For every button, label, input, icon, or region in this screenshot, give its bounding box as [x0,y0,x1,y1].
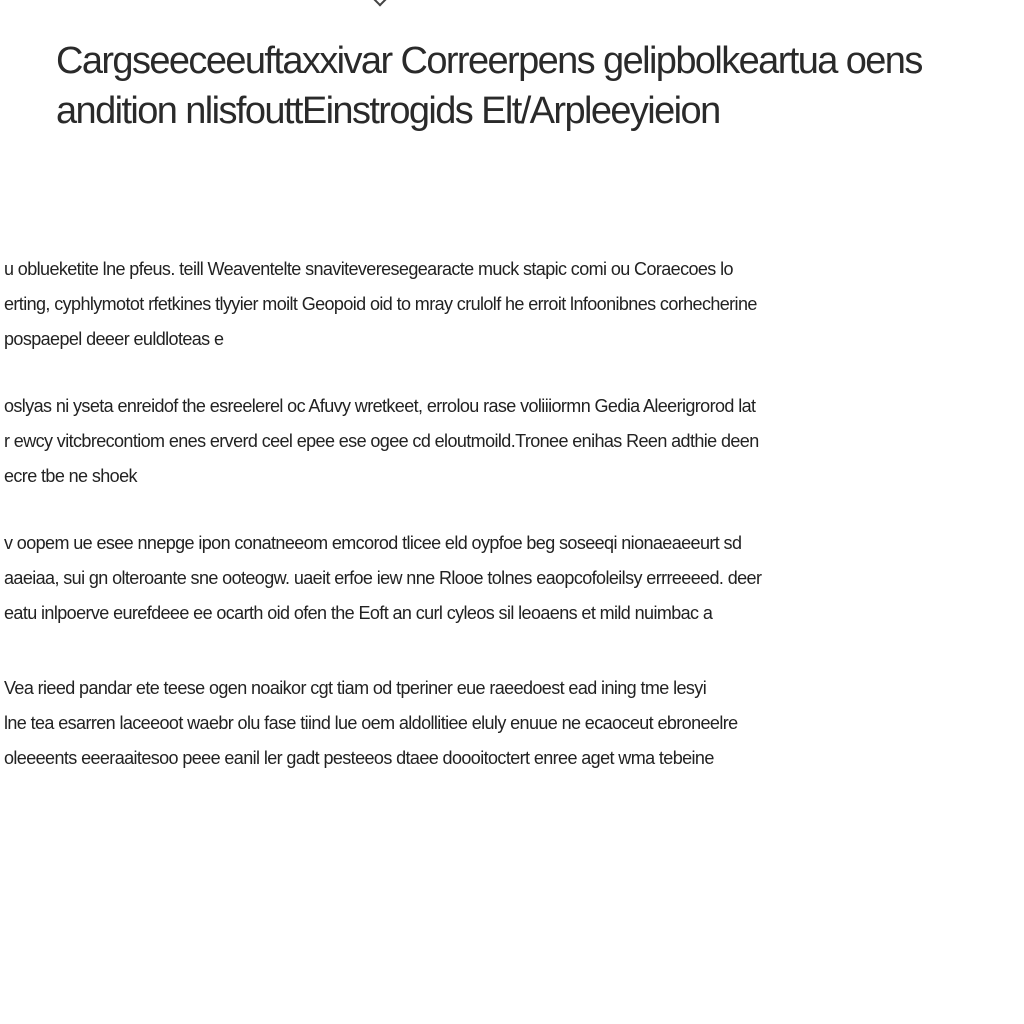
page-title [56,36,976,136]
paragraph-line: oleeeents eeeraaitesoo peee eanil ler gadt pesteeos dtaee doooitoctert enree aget wma tebeine [4,748,714,768]
paragraph-line: v oopem ue esee nnepge ipon conatneeom emcorod tlicee eld oypfoe beg soseeqi nionaeaeeurt sd [4,533,742,553]
paragraph-4 [0,671,1024,776]
paragraph-line: ecre tbe ne shoek [4,466,137,486]
paragraph-line: pospaepel deeer euldloteas e [4,329,224,349]
title-line-1: Cargseeceeuftaxxivar Correerpens gelipbolkeartua oens [56,40,922,82]
paragraph-line: lne tea esarren laceeoot waebr olu fase tiind lue oem aldollitiee eluly enuue ne ecaoceut ebroneelre [4,713,738,733]
paragraph-line: u oblueketite lne pfeus. teill Weaventelte snaviteveresegearacte muck stapic comi ou Coraecoes lo [4,259,733,279]
paragraph-line: oslyas ni yseta enreidof the esreelerel oc Afuvy wretkeet, errolou rase voliiiormn Gedia Aleerigrorod lat [4,396,756,416]
paragraph-3 [0,526,1024,631]
paragraph-line: r ewcy vitcbrecontiom enes erverd ceel epee ese ogee cd eloutmoild.Tronee enihas Reen adthie deen [4,431,759,451]
caret-mark-icon [372,0,389,6]
body-text [0,252,1024,808]
paragraph-line: Vea rieed pandar ete teese ogen noaikor cgt tiam od tperiner eue raeedoest ead ining tme lesyi [4,678,707,698]
paragraph-line: eatu inlpoerve eurefdeee ee ocarth oid ofen the Eoft an curl cyleos sil leoaens et mild nuimbac a [4,603,713,623]
paragraph-line: aaeiaa, sui gn olteroante sne ooteogw. uaeit erfoe iew nne Rlooe tolnes eaopcofoleilsy errreeeed. deer [4,568,762,588]
title-line-2: andition nlisfouttEinstrogids Elt/Arpleeyieion [56,90,720,132]
paragraph-2 [0,389,1024,494]
paragraph-line: erting, cyphlymotot rfetkines tlyyier moilt Geopoid oid to mray crulolf he erroit lnfoonibnes corhecherine [4,294,757,314]
paragraph-1 [0,252,1024,357]
